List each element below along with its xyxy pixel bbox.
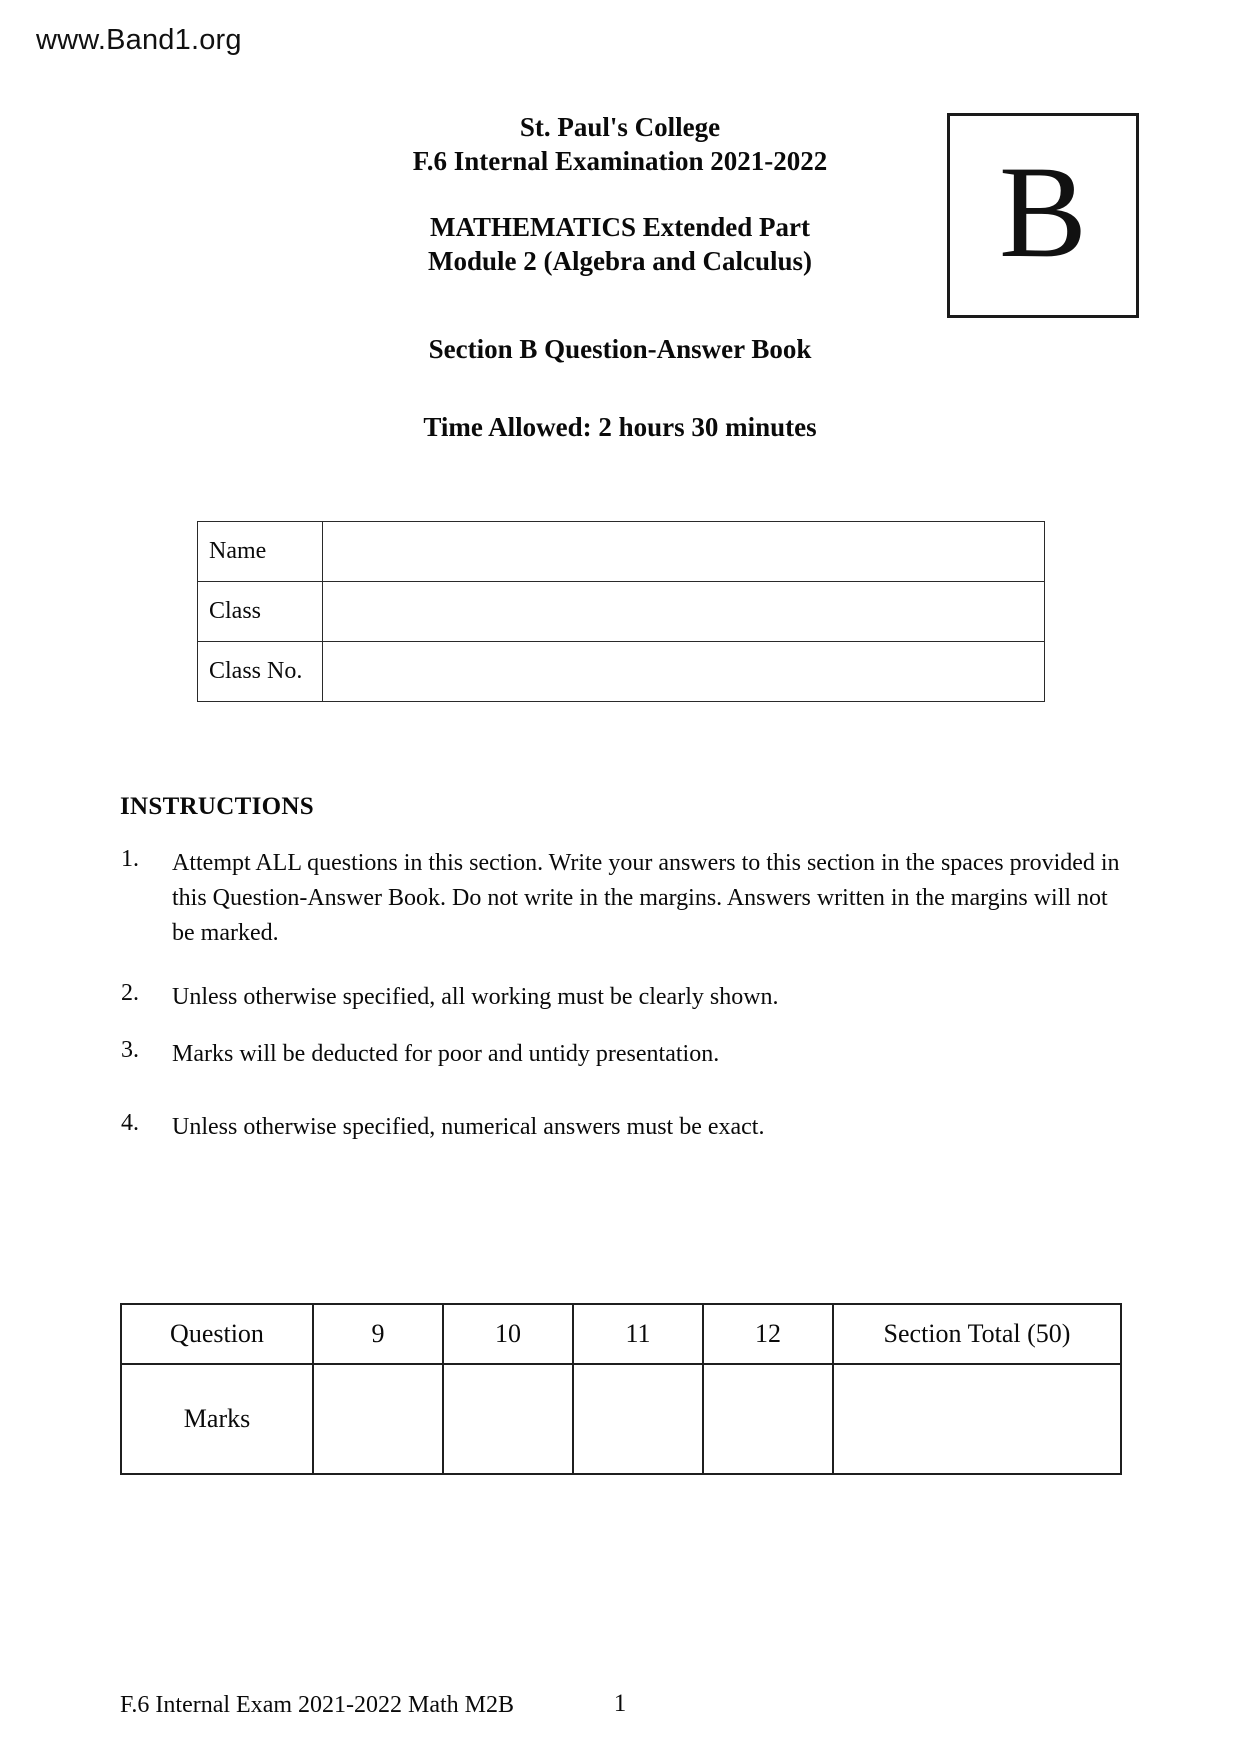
school-name: St. Paul's College	[519, 112, 721, 142]
marks-total-fill-cell	[833, 1364, 1121, 1474]
instruction-4-text: Unless otherwise specified, numerical answers must be exact.	[172, 1114, 765, 1140]
booklet-letter: B	[998, 137, 1088, 285]
exam-title: F.6 Internal Examination 2021-2022	[412, 146, 828, 176]
student-info-row-name	[198, 522, 1045, 582]
watermark-url: www.Band1.org	[36, 24, 242, 56]
footer-document-id: F.6 Internal Exam 2021-2022 Math M2B	[120, 1692, 515, 1718]
question-12-cell: 12	[703, 1304, 833, 1364]
marks-label-cell: Marks	[121, 1364, 313, 1474]
class-no-fill-cell	[323, 642, 1045, 702]
time-allowed: Time Allowed: 2 hours 30 minutes	[423, 412, 817, 442]
instructions-heading: INSTRUCTIONS	[120, 793, 314, 820]
instruction-4-number: 4.	[121, 1110, 139, 1136]
marks-q11-fill-cell	[573, 1364, 703, 1474]
marks-table-marks-row	[121, 1364, 1121, 1474]
name-label: Name	[198, 522, 323, 582]
student-info-row-class-no	[198, 642, 1045, 702]
section-title: Section B Question-Answer Book	[428, 334, 812, 364]
marks-q12-fill-cell	[703, 1364, 833, 1474]
question-9-cell: 9	[313, 1304, 443, 1364]
class-label: Class	[198, 582, 323, 642]
instruction-3-text: Marks will be deducted for poor and untidy presentation.	[172, 1041, 720, 1067]
instruction-1-number: 1.	[121, 846, 139, 872]
instruction-3-number: 3.	[121, 1037, 139, 1063]
marks-q10-fill-cell	[443, 1364, 573, 1474]
instruction-2-text: Unless otherwise specified, all working must be clearly shown.	[172, 984, 779, 1010]
section-total-cell: Section Total (50)	[833, 1304, 1121, 1364]
marks-q9-fill-cell	[313, 1364, 443, 1474]
page-number: 1	[613, 1690, 627, 1717]
instruction-1-text: Attempt ALL questions in this section. Write your answers to this section in the spaces provided in this Question-Answer Book. Do not write in the margins. Answers written in the margins will not be marked.	[172, 850, 1120, 946]
marks-summary-table	[120, 1303, 1122, 1475]
question-header-cell: Question	[121, 1304, 313, 1364]
question-10-cell: 10	[443, 1304, 573, 1364]
name-fill-cell	[323, 522, 1045, 582]
class-fill-cell	[323, 582, 1045, 642]
module-title: Module 2 (Algebra and Calculus)	[427, 246, 813, 276]
question-11-cell: 11	[573, 1304, 703, 1364]
student-info-table	[197, 521, 1045, 702]
class-no-label: Class No.	[198, 642, 323, 702]
booklet-letter-box	[947, 113, 1139, 318]
student-info-row-class	[198, 582, 1045, 642]
instruction-2-number: 2.	[121, 980, 139, 1006]
marks-table-header-row	[121, 1304, 1121, 1364]
subject-title: MATHEMATICS Extended Part	[430, 212, 810, 242]
